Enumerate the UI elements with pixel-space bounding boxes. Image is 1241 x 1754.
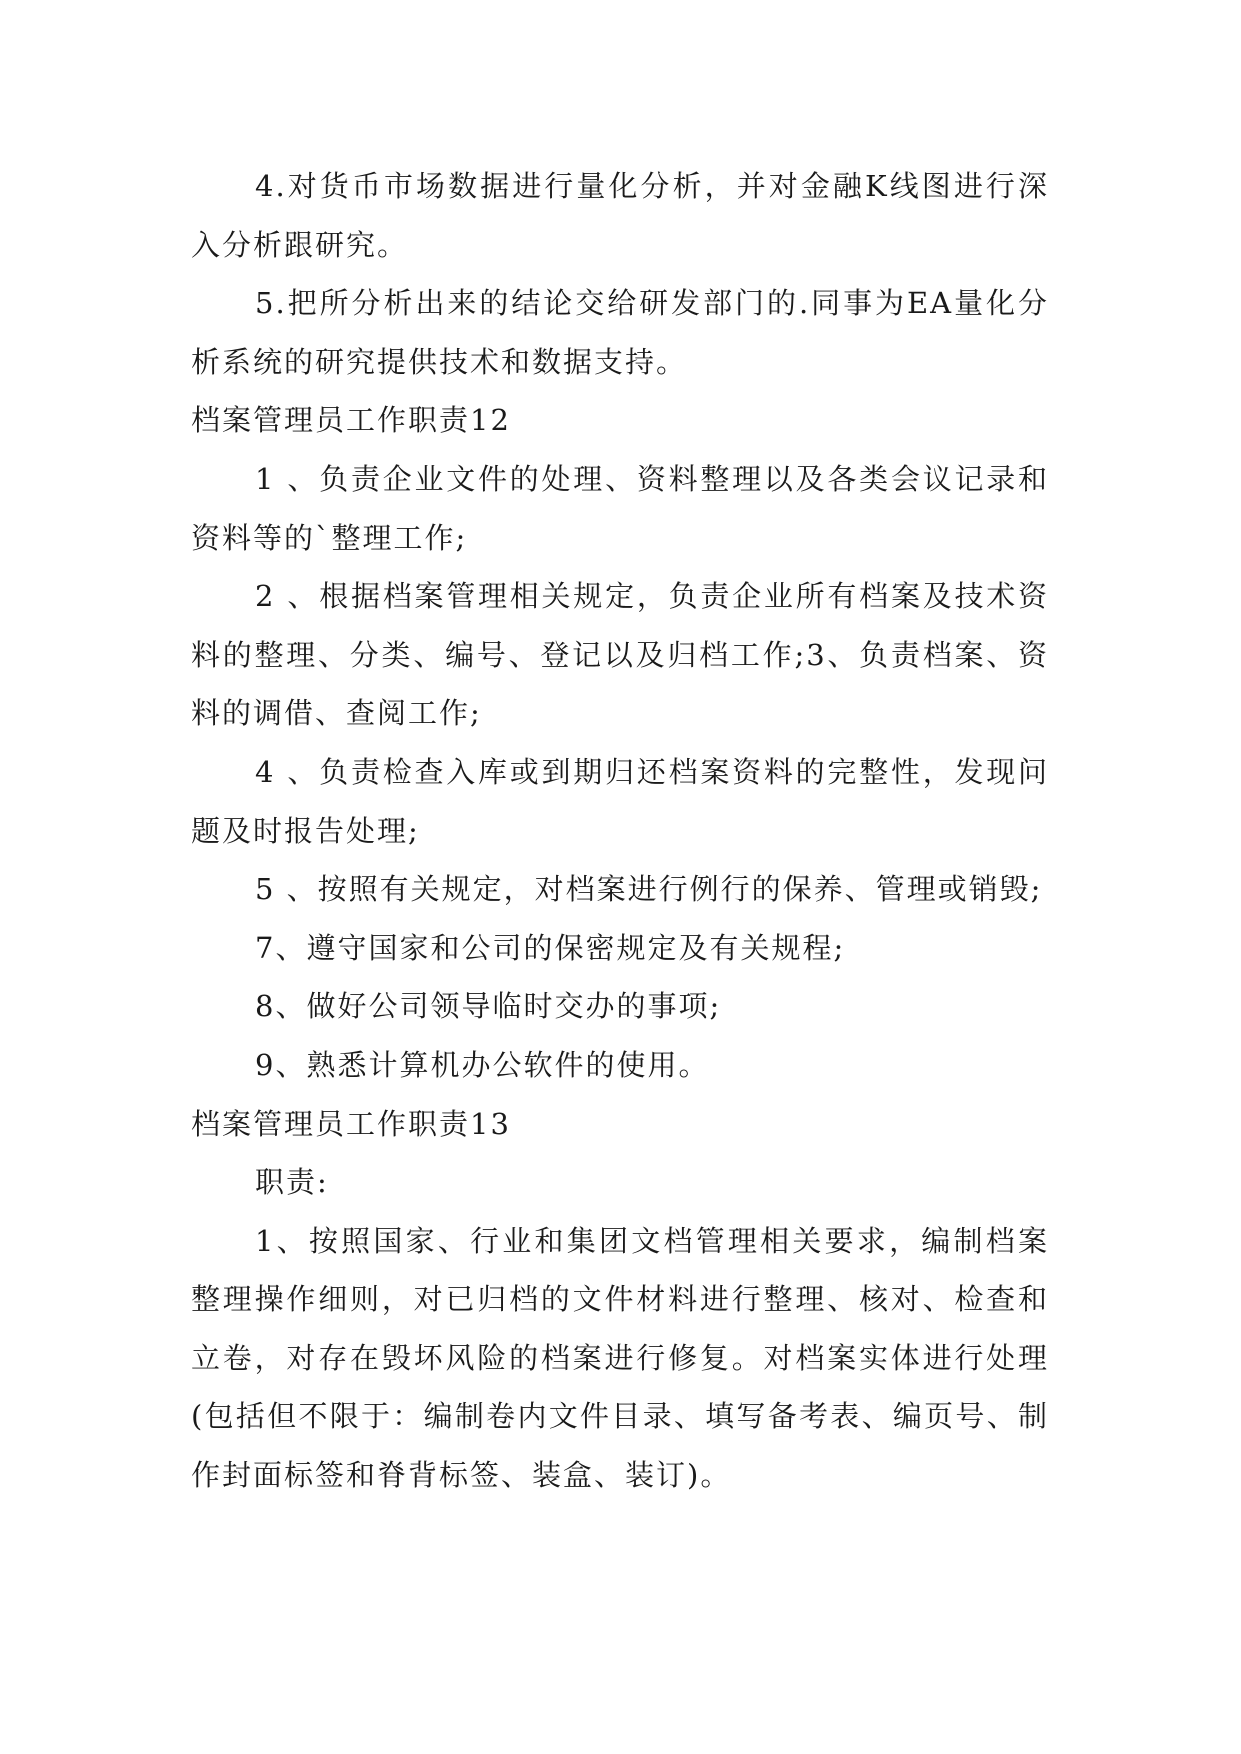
paragraph-item-5: 5.把所分析出来的结论交给研发部门的.同事为EA量化分析系统的研究提供技术和数据支持。 xyxy=(191,286,1049,379)
duty-item-2: 2 、根据档案管理相关规定，负责企业所有档案及技术资料的整理、分类、编号、登记以及归档工作;3、负责档案、资料的调借、查阅工作; xyxy=(191,579,1049,731)
paragraph-item-4: 4.对货币市场数据进行量化分析，并对金融K线图进行深入分析跟研究。 xyxy=(191,169,1049,262)
duty-item-5: 5 、按照有关规定，对档案进行例行的保养、管理或销毁; xyxy=(255,872,1043,907)
duty-item-4: 4 、负责检查入库或到期归还档案资料的完整性，发现问题及时报告处理; xyxy=(191,754,1049,848)
responsibilities-label: 职责: xyxy=(255,1165,329,1200)
duty-item-7: 7、遵守国家和公司的保密规定及有关规程; xyxy=(255,930,846,965)
duty-item-1: 1 、负责企业文件的处理、资料整理以及各类会议记录和资料等的`整理工作; xyxy=(191,461,1049,555)
document-body xyxy=(191,157,1049,1505)
duty-item-9: 9、熟悉计算机办公软件的使用。 xyxy=(255,1047,710,1082)
section-heading-13: 档案管理员工作职责13 xyxy=(191,1106,511,1141)
section-heading-12: 档案管理员工作职责12 xyxy=(191,403,511,438)
responsibility-item-1: 1、按照国家、行业和集团文档管理相关要求，编制档案整理操作细则，对已归档的文件材料进行整理、核对、检查和立卷，对存在毁坏风险的档案进行修复。对档案实体进行处理(包括但不限于：编制卷内文件目录、填写备考表、编页号、制作封面标签和脊背标签、装盒、装订)。 xyxy=(191,1223,1049,1493)
duty-item-8: 8、做好公司领导临时交办的事项; xyxy=(255,989,722,1024)
